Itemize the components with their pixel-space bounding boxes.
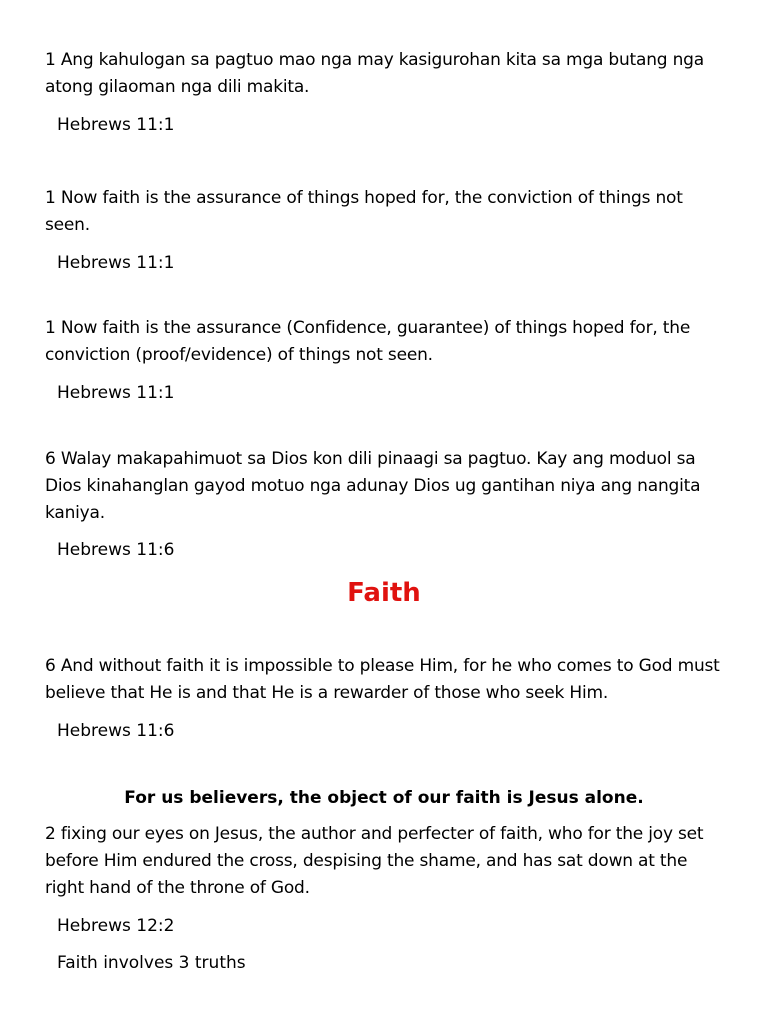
- verse-hebrews-12-2: 2 fixing our eyes on Jesus, the author and perfecter of faith, who for the joy set before Him endured the cross, despising the shame, and has sat down at the right hand of the throne of God.: [45, 824, 704, 898]
- closing-line: Faith involves 3 truths: [57, 953, 246, 973]
- verse-english-hebrews-11-1: 1 Now faith is the assurance of things hoped for, the conviction of things not seen.: [45, 188, 683, 235]
- reference-hebrews-11-6: Hebrews 11:6: [57, 721, 175, 741]
- reference-hebrews-11-1: Hebrews 11:1: [57, 383, 175, 403]
- reference-hebrews-11-1: Hebrews 11:1: [57, 253, 175, 273]
- verse-cebuano-hebrews-11-1: 1 Ang kahulogan sa pagtuo mao nga may kasigurohan kita sa mga butang nga atong gilaoman nga dili makita.: [45, 50, 704, 97]
- verse-cebuano-hebrews-11-6: 6 Walay makapahimuot sa Dios kon dili pinaagi sa pagtuo. Kay ang moduol sa Dios kinahanglan gayod motuo nga adunay Dios ug gantihan niya ang nangita kaniya.: [45, 449, 701, 523]
- verse-english-hebrews-11-6: 6 And without faith it is impossible to please Him, for he who comes to God must believe that He is and that He is a rewarder of those who seek Him.: [45, 656, 720, 703]
- verse-amplified-hebrews-11-1: 1 Now faith is the assurance (Confidence, guarantee) of things hoped for, the conviction (proof/evidence) of things not seen.: [45, 318, 691, 365]
- emphasis-statement: For us believers, the object of our faith is Jesus alone.: [124, 788, 644, 808]
- page-title: Faith: [347, 578, 421, 608]
- reference-hebrews-11-1: Hebrews 11:1: [57, 115, 175, 135]
- reference-hebrews-11-6: Hebrews 11:6: [57, 540, 175, 560]
- reference-hebrews-12-2: Hebrews 12:2: [57, 916, 175, 936]
